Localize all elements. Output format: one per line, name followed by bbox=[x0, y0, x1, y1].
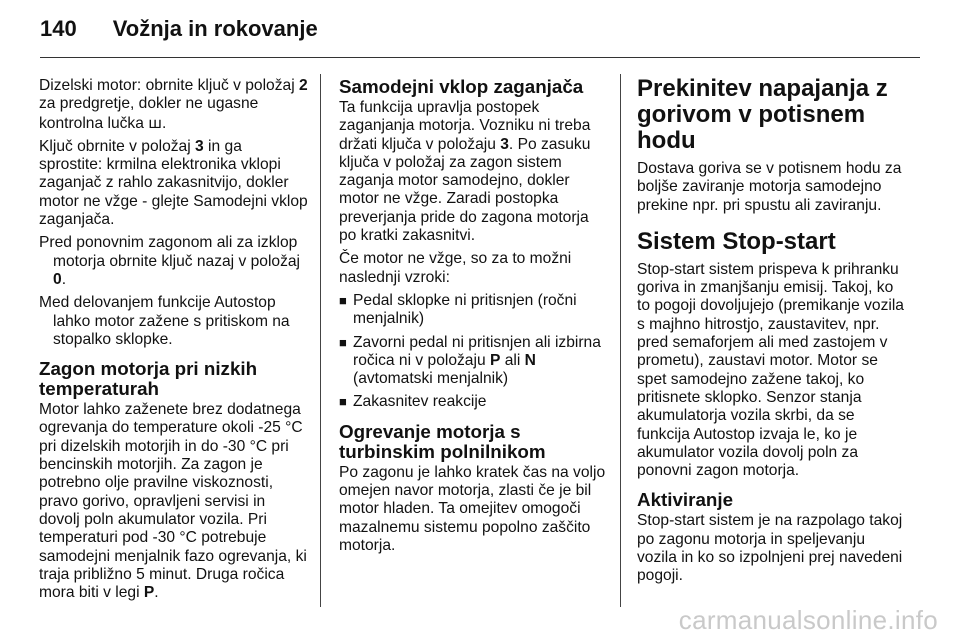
watermark: carmanualsonline.info bbox=[678, 605, 938, 635]
bullet-icon: ■ bbox=[339, 334, 347, 350]
paragraph-activation: Stop-start sistem je na razpolago takoj po zagonu motorja in speljevanju vozila in ko so izpolnjeni prej navedeni pogoji. bbox=[637, 512, 903, 585]
heading-stop-start-system: Sistem Stop-start bbox=[637, 227, 836, 255]
paragraph-diesel-preheat: Dizelski motor: obrnite ključ v položaj 2 za predgretje, dokler ne ugasne kontrolna lučka ꟺ. bbox=[39, 77, 308, 132]
heading-activation: Aktiviranje bbox=[637, 489, 734, 511]
column-left bbox=[39, 77, 309, 607]
paragraph-turbo-warmup: Po zagonu je lahko kratek čas na voljo omejen navor motorja, zlasti če je bil motor hladen. Ta omejitev omogoči mazalnemu sistemu popolno zaščito motorja. bbox=[339, 463, 606, 554]
page-header bbox=[40, 16, 318, 56]
header-divider bbox=[40, 57, 920, 58]
column-divider-right bbox=[620, 74, 621, 607]
paragraph-key-position-3: Ključ obrnite v položaj 3 in ga sprostite: krmilna elektronika vklopi zaganjač z rahlo zakasnitvijo, dokler motor ne vžge - glejte Samodejni vklop zaganjača. bbox=[39, 137, 308, 229]
preheat-coil-icon: ꟺ bbox=[148, 113, 162, 132]
heading-automatic-starter: Samodejni vklop zaganjača bbox=[339, 76, 584, 97]
list-item: ■ Zavorni pedal ni pritisnjen ali izbirna ročica ni v položaju P ali N (avtomatski menjalnik) bbox=[339, 333, 601, 388]
page-number: 140 bbox=[40, 16, 77, 41]
paragraph-stop-start: Stop-start sistem prispeva k prihranku goriva in zmanjšanju emisij. Takoj, ko to pogoji dovoljujejo (premikanje vozila s majhno hitrostjo, zaustavitev, npr. pred semaforjem ali med zastojem v prometu), zaustavi motor. Motor se spet samodejno zažene takoj, ko pritisnete sklopko. Senzor stanja akumulatorja vozila skrbi, da se funkcija Autostop izvaja le, ko je akumulator vozila dovolj poln za ponovni zagon motorja. bbox=[637, 260, 904, 480]
paragraph-starter-function: Ta funkcija upravlja postopek zaganjanja motorja. Vozniku ni treba držati ključa v položaju 3. Po zasuku ključa v položaj za zagon sistem zaganja motor samodejno, dokler motor ne vžge. Zaradi postopka preverjanja pride do zagona motorja po kratki zakasnitvi. bbox=[339, 99, 591, 245]
causes-list bbox=[339, 292, 607, 412]
heading-fuel-cutoff: Prekinitev napajanja z gorivom v potisnem hodu bbox=[637, 75, 888, 154]
bullet-icon: ■ bbox=[339, 394, 347, 410]
page-title: Vožnja in rokovanje bbox=[112, 16, 318, 41]
list-item: ■ Pedal sklopke ni pritisnjen (ročni menjalnik) bbox=[339, 291, 577, 328]
paragraph-fuel-cutoff: Dostava goriva se v potisnem hodu za boljše zaviranje motorja samodejno prekine npr. pri spustu ali zaviranju. bbox=[637, 160, 902, 214]
column-middle bbox=[339, 77, 607, 560]
heading-low-temperature-start: Zagon motorja pri nizkih temperaturah bbox=[39, 358, 258, 400]
paragraph-autostop: Med delovanjem funkcije Autostop lahko motor zažene s pritiskom na stopalko sklopke. bbox=[39, 294, 290, 348]
column-right bbox=[637, 77, 907, 591]
list-item: ■ Zakasnitev reakcije bbox=[339, 393, 487, 411]
heading-turbo-warmup: Ogrevanje motorja s turbinskim polnilnikom bbox=[339, 420, 546, 462]
column-divider-left bbox=[320, 74, 321, 607]
paragraph-restart: Pred ponovnim zagonom ali za izklop motorja obrnite ključ nazaj v položaj 0. bbox=[39, 234, 301, 288]
paragraph-low-temperature: Motor lahko zaženete brez dodatnega ogrevanja do temperature okoli -25 °C pri dizelskih motorjih in do -30 °C pri bencinskih motorjih. Za zagon je potrebno olje pravilne viskoznosti, pravo gorivo, opravljeni servisi in dovolj poln akumulator vozila. Pri temperaturi pod -30 °C potrebuje samodejni menjalnik fazo ogrevanja, ki traja približno 5 minut. Druga ročica mora biti v legi P. bbox=[39, 401, 307, 602]
paragraph-possible-causes: Če motor ne vžge, so za to možni naslednji vzroki: bbox=[339, 250, 572, 286]
bullet-icon: ■ bbox=[339, 292, 347, 308]
